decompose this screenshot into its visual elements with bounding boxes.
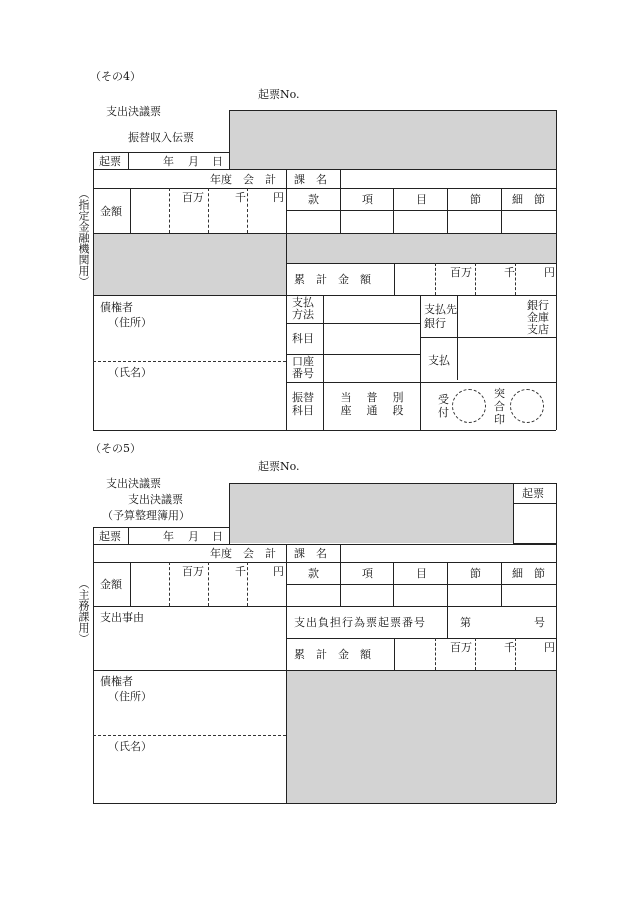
- month-label: 月: [188, 530, 199, 543]
- cumulative-amount-label: 累 計 金 額: [294, 648, 371, 661]
- doc-title: 支出決議票: [106, 105, 161, 118]
- unit-thousand: 千: [235, 565, 246, 578]
- cumulative-amount-label: 累 計 金 額: [294, 273, 371, 286]
- cum-unit-million: 百万: [450, 266, 472, 279]
- dai-label: 第: [460, 616, 471, 629]
- betsudan-label: 別段: [392, 391, 404, 417]
- stamp-area: [229, 110, 556, 169]
- creditor-label: 債権者: [100, 301, 133, 314]
- kou-header: 項: [362, 193, 373, 206]
- shaded-area-right: [286, 233, 556, 263]
- fiscal-year-label: 年度 会 計: [210, 547, 276, 560]
- unit-yen: 円: [273, 191, 284, 204]
- credit-union-label: 金庫: [527, 311, 549, 324]
- side-label-5: （主務課用）: [77, 578, 90, 644]
- fiscal-year-label: 年度 会 計: [210, 173, 276, 186]
- touza-label: 当座: [340, 391, 352, 417]
- unit-million: 百万: [182, 191, 204, 204]
- check-stamp-circle: [510, 389, 544, 423]
- slip-number-label: 起票No.: [258, 460, 300, 473]
- month-label: 月: [188, 155, 199, 168]
- saisetsu-header: 細 節: [512, 193, 545, 206]
- address-label: （住所）: [108, 690, 152, 703]
- transfer-subject-label: 振替科目: [292, 391, 314, 417]
- moku-header: 目: [416, 567, 427, 580]
- unit-million: 百万: [182, 565, 204, 578]
- creditor-label: 債権者: [100, 675, 133, 688]
- day-label: 日: [212, 530, 223, 543]
- gou-label: 号: [534, 616, 545, 629]
- sub-title: 支出決議票: [128, 493, 183, 506]
- reception-stamp-circle: [452, 389, 486, 423]
- kihyo-box-label: 起票: [522, 487, 544, 500]
- unit-thousand: 千: [235, 191, 246, 204]
- year-label: 年: [163, 155, 174, 168]
- kan-header: 款: [308, 193, 319, 206]
- shaded-area-right: [286, 670, 556, 803]
- check-stamp-label: 突合印: [494, 387, 505, 426]
- reason-label: 支出事由: [100, 611, 144, 624]
- doc-title: 支出決議票: [106, 477, 161, 490]
- cum-unit-million: 百万: [450, 641, 472, 654]
- name-label: （氏名）: [108, 740, 152, 753]
- cum-unit-yen: 円: [544, 266, 555, 279]
- kihyo-label: 起票: [99, 530, 121, 543]
- payment-method-label: 支払方法: [292, 296, 314, 321]
- section-label-5: （その5）: [90, 442, 141, 455]
- section-label-4: （その4）: [90, 70, 141, 83]
- section-name-label: 課 名: [294, 173, 327, 186]
- sub-title-budget: （予算整理簿用）: [102, 509, 190, 522]
- payee-bank-label: 支払先銀行: [424, 303, 457, 330]
- setsu-header: 節: [470, 567, 481, 580]
- kou-header: 項: [362, 567, 373, 580]
- unit-yen: 円: [273, 565, 284, 578]
- shaded-area-left: [94, 233, 286, 295]
- kihyo-label: 起票: [99, 155, 121, 168]
- cum-unit-yen: 円: [544, 641, 555, 654]
- branch-label: 支店: [527, 323, 549, 336]
- year-label: 年: [163, 530, 174, 543]
- cum-unit-thousand: 千: [504, 266, 515, 279]
- amount-label: 金額: [100, 205, 122, 218]
- side-label-4: （指定金融機関用）: [77, 188, 90, 287]
- amount-label: 金額: [100, 578, 122, 591]
- account-number-label: 口座番号: [292, 355, 314, 380]
- payment-label: 支払: [428, 354, 450, 367]
- section-name-label: 課 名: [294, 547, 327, 560]
- day-label: 日: [212, 155, 223, 168]
- sub-title: 振替収入伝票: [128, 131, 194, 144]
- stamp-area: [229, 483, 513, 543]
- reception-label: 受付: [438, 393, 449, 419]
- name-label: （氏名）: [108, 366, 152, 379]
- address-label: （住所）: [108, 316, 152, 329]
- slip-number-label: 起票No.: [258, 88, 300, 101]
- bank-label: 銀行: [527, 299, 549, 312]
- kan-header: 款: [308, 567, 319, 580]
- moku-header: 目: [416, 193, 427, 206]
- futsuu-label: 普通: [366, 391, 378, 417]
- cum-unit-thousand: 千: [504, 641, 515, 654]
- subject-label: 科目: [292, 332, 314, 345]
- saisetsu-header: 細 節: [512, 567, 545, 580]
- commitment-number-label: 支出負担行為票起票番号: [294, 616, 426, 629]
- setsu-header: 節: [470, 193, 481, 206]
